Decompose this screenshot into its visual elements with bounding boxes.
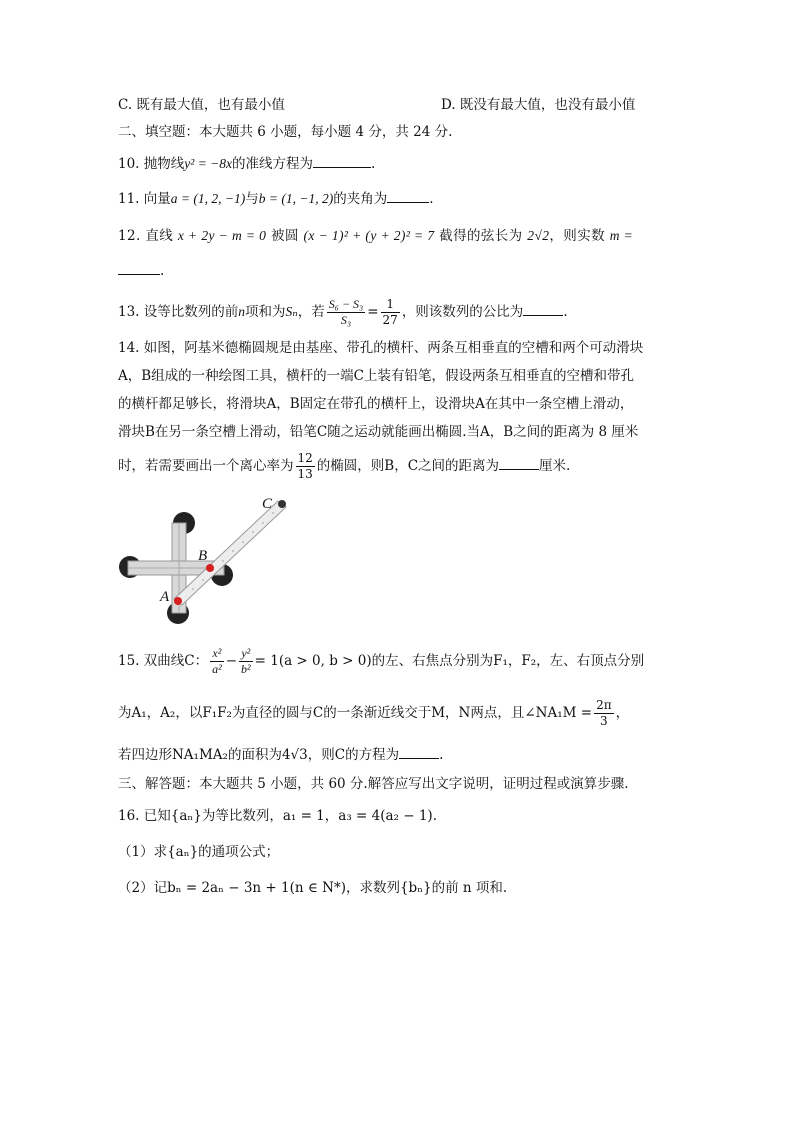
label-c: C [262,496,273,512]
q13-text-a: 设等比数列的前 [143,304,239,320]
q11-answer-blank[interactable] [387,188,429,203]
q15-end: . [439,747,444,763]
q11-text-a: 向量 [143,191,171,207]
q15-text-a: 15. 双曲线C： [118,653,209,669]
q10-text-b: 的准线方程为 [232,156,314,172]
q12-text-a: 直线 [145,228,174,244]
q13-rhs-fraction [381,297,400,328]
label-a: A [160,589,170,605]
q15-line-3 [118,744,443,765]
q14-answer-blank[interactable] [499,455,539,470]
q13-text-d: ，则该数列的公比为 [401,304,524,320]
q12-number: 12. [118,228,141,244]
q15-ang-den: 3 [600,714,608,728]
pencil-end [278,500,286,508]
q15-line-1 [118,640,644,682]
choice-c: C. 既有最大值，也有最小值 [118,97,285,113]
q14-line-1: 14. 如图，阿基米德椭圆规是由基座、带孔的横杆、两条互相垂直的空槽和两个可动滑块 [118,340,644,356]
q11-vector-b: b = (1, −1, 2) [258,191,334,206]
q15-b2: b² [241,662,251,676]
q11-text-b: 的夹角为 [333,191,388,207]
slider-a [174,597,182,605]
q15-ang-num: 2π [596,698,612,712]
question-10 [118,153,375,174]
q15-y-fraction [239,646,253,677]
trammel-figure [118,493,298,633]
q15-line-2 [118,692,629,734]
q13-rhs-den: 27 [382,313,398,327]
q10-text-a: 抛物线 [143,156,185,172]
question-12-cont [118,260,164,281]
q11-number: 11. [118,191,140,207]
q13-end: . [563,304,568,320]
q15-x-fraction [210,646,224,677]
q10-answer-blank[interactable] [313,153,371,168]
q15-y2: y² [239,646,253,662]
q12-chord-length: 2√2 [527,228,550,243]
q10-number: 10. [118,156,140,172]
q15-text-c: 为A₁，A₂，以F₁F₂为直径的圆与C的一条渐近线交于M，N两点，且∠NA₁M = [118,705,593,721]
label-b: B [198,548,208,564]
q11-vector-a: a = (1, 2, −1) [170,191,246,206]
q11-end: . [429,191,434,207]
q12-line-equation: x + 2y − m = 0 [177,228,267,243]
section-3-header: 三、解答题：本大题共 5 小题，共 60 分.解答应写出文字说明，证明过程或演算步骤. [118,776,629,792]
q15-text-e: 若四边形NA₁MA₂的面积为4√3，则C的方程为 [118,747,400,763]
q16-part-2: （2）记bₙ = 2aₙ − 3n + 1(n ∈ N*)，求数列{bₙ}的前 n 项和. [118,880,508,896]
q13-frac-den: S₃ [340,313,352,327]
q15-a2: a² [212,662,222,676]
q15-answer-blank[interactable] [399,744,439,759]
q15-text-b: = 1(a > 0, b > 0)的左、右焦点分别为F₁，F₂，左、右顶点分别 [254,653,645,669]
q13-text-b: 项和为 [245,304,286,320]
q13-n: n [238,304,246,319]
question-13 [118,292,568,332]
choice-d: D. 既没有最大值，也没有最小值 [441,97,636,113]
q12-text-d: ，则实数 [549,228,606,244]
q12-answer-blank[interactable] [118,260,160,275]
q12-text-c: 截得的弦长为 [439,228,523,244]
q13-text-c: ，若 [297,304,325,320]
q13-ratio-fraction [327,297,365,328]
q10-equation: y² = −8x [184,156,233,171]
q13-eq: = [367,304,379,320]
q13-sn: Sₙ [285,304,298,319]
q14-line-3: 的横杆都足够长，将滑块A，B固定在带孔的横杆上，设滑块A在其中一条空槽上滑动， [118,396,634,412]
q15-text-d: ， [615,705,630,721]
q16-line-1: 16. 已知{aₙ}为等比数列，a₁ = 1，a₃ = 4(a₂ − 1). [118,808,437,824]
q14-line-2: A，B组成的一种绘图工具，横杆的一端C上装有铅笔，假设两条互相垂直的空槽和带孔 [118,368,634,384]
q12-circle-equation: (x − 1)² + (y + 2)² = 7 [303,228,435,243]
q12-text-b: 被圆 [271,228,299,244]
q15-angle-fraction [594,698,614,729]
q13-number: 13. [118,304,140,320]
question-11 [118,188,434,209]
q14-text-a: 时，若需要画出一个离心率为 [118,458,294,474]
q14-text-b: 的椭圆，则B，C之间的距离为 [316,458,500,474]
q11-mid: 与 [245,191,259,207]
q15-minus: − [225,653,238,669]
q13-answer-blank[interactable] [523,301,563,316]
q12-end: . [160,263,165,279]
q14-e-den: 13 [297,467,313,481]
question-12 [118,226,633,246]
q14-line-5 [118,446,570,486]
section-2-header: 二、填空题：本大题共 6 小题，每小题 4 分，共 24 分. [118,124,453,140]
q12-variable: m = [609,228,634,243]
slider-b [206,564,214,572]
q13-frac-num: S₆ − S₃ [328,297,364,311]
q14-eccentricity [296,451,315,482]
q14-e-num: 12 [297,451,313,465]
trammel-photo [118,493,298,633]
q16-part-1: （1）求{aₙ}的通项公式； [118,844,280,860]
q14-line-4: 滑块B在另一条空槽上滑动，铅笔C随之运动就能画出椭圆.当A，B之间的距离为 8 厘米 [118,424,639,440]
q14-text-c: 厘米. [539,458,571,474]
q15-x2: x² [210,646,224,662]
choice-row [118,95,285,115]
q13-rhs-num: 1 [381,297,400,313]
q10-end: . [371,156,376,172]
